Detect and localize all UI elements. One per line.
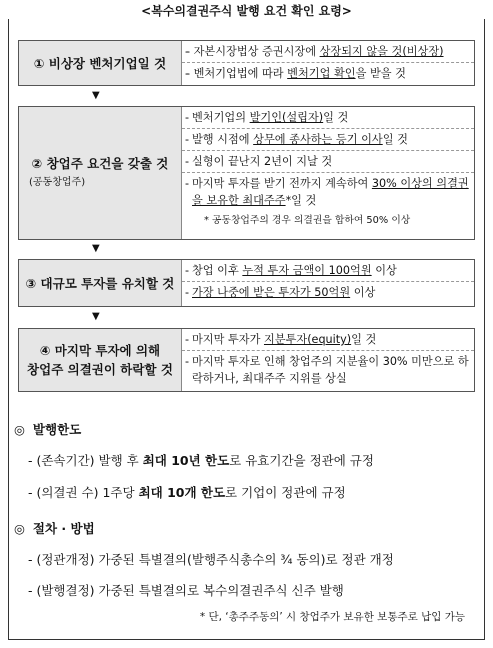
requirement-label: ② 창업주 요건을 갖출 것 (공동창업주) (19, 107, 182, 239)
requirement-item: - 창업 이후 누적 투자 금액이 100억원 이상 (182, 260, 474, 282)
document-frame (8, 8, 485, 640)
requirement-item: - 마지막 투자를 받기 전까지 계속하여 30% 이상의 의결권을 보유한 최대주주*일 것 (182, 173, 474, 211)
requirement-item: - 벤처기업의 발기인(설립자)일 것 (182, 107, 474, 129)
requirement-item: - 가장 나중에 받은 투자가 50억원 이상 (182, 282, 474, 303)
down-arrow-icon: ▼ (92, 243, 100, 254)
requirement-item: - - 벤처기업법에 따라 벤처기업 확인을 받을 것 (182, 63, 474, 84)
requirement-label: ④ 마지막 투자에 의해 창업주 의결권이 하락할 것 (19, 329, 182, 391)
section-heading-procedure: ◎ 절차 · 방법 (14, 521, 95, 536)
requirement-row-3 (18, 259, 475, 307)
procedure-item-amendment: - (정관개정) 가중된 특별결의(발행주식총수의 ¾ 동의)로 정관 개정 (28, 552, 394, 567)
requirement-label: ① 비상장 벤처기업일 것 (19, 41, 182, 85)
requirement-label: ③ 대규모 투자를 유치할 것 (19, 260, 182, 306)
procedure-footnote: * 단, ‘총주주동의’ 시 창업주가 보유한 보통주로 납입 가능 (199, 611, 465, 623)
page-title: <복수의결권주식 발행 요건 확인 요령> (0, 2, 493, 19)
requirement-item: - 마지막 투자로 인해 창업주의 지분율이 30% 미만으로 하락하거나, 최대주주 지위를 상실 (182, 351, 474, 389)
requirement-note: * 공동창업주의 경우 의결권을 합하여 50% 이상 (204, 215, 411, 226)
down-arrow-icon: ▼ (92, 90, 100, 101)
requirement-row-2 (18, 106, 475, 240)
section-heading-limits: ◎ 발행한도 (14, 422, 82, 437)
requirement-item: - - 자본시장법상 증권시장에 상장되지 않을 것(비상장) (182, 41, 474, 63)
requirement-item: - 마지막 투자가 지분투자(equity)일 것 (182, 329, 474, 351)
limit-item-votes: - (의결권 수) 1주당 최대 10개 한도로 기업이 정관에 규정 (28, 485, 346, 500)
requirement-item: - 실형이 끝난지 2년이 지날 것 (182, 151, 474, 173)
limit-item-duration: - (존속기간) 발행 후 최대 10년 한도로 유효기간을 정관에 규정 (28, 453, 374, 468)
procedure-item-issuance: - (발행결정) 가중된 특별결의로 복수의결권주식 신주 발행 (28, 583, 344, 598)
requirement-item: - 발행 시점에 상무에 종사하는 등기 이사일 것 (182, 129, 474, 151)
requirement-row-4 (18, 328, 475, 392)
down-arrow-icon: ▼ (92, 311, 100, 322)
requirement-row-1 (18, 40, 475, 86)
